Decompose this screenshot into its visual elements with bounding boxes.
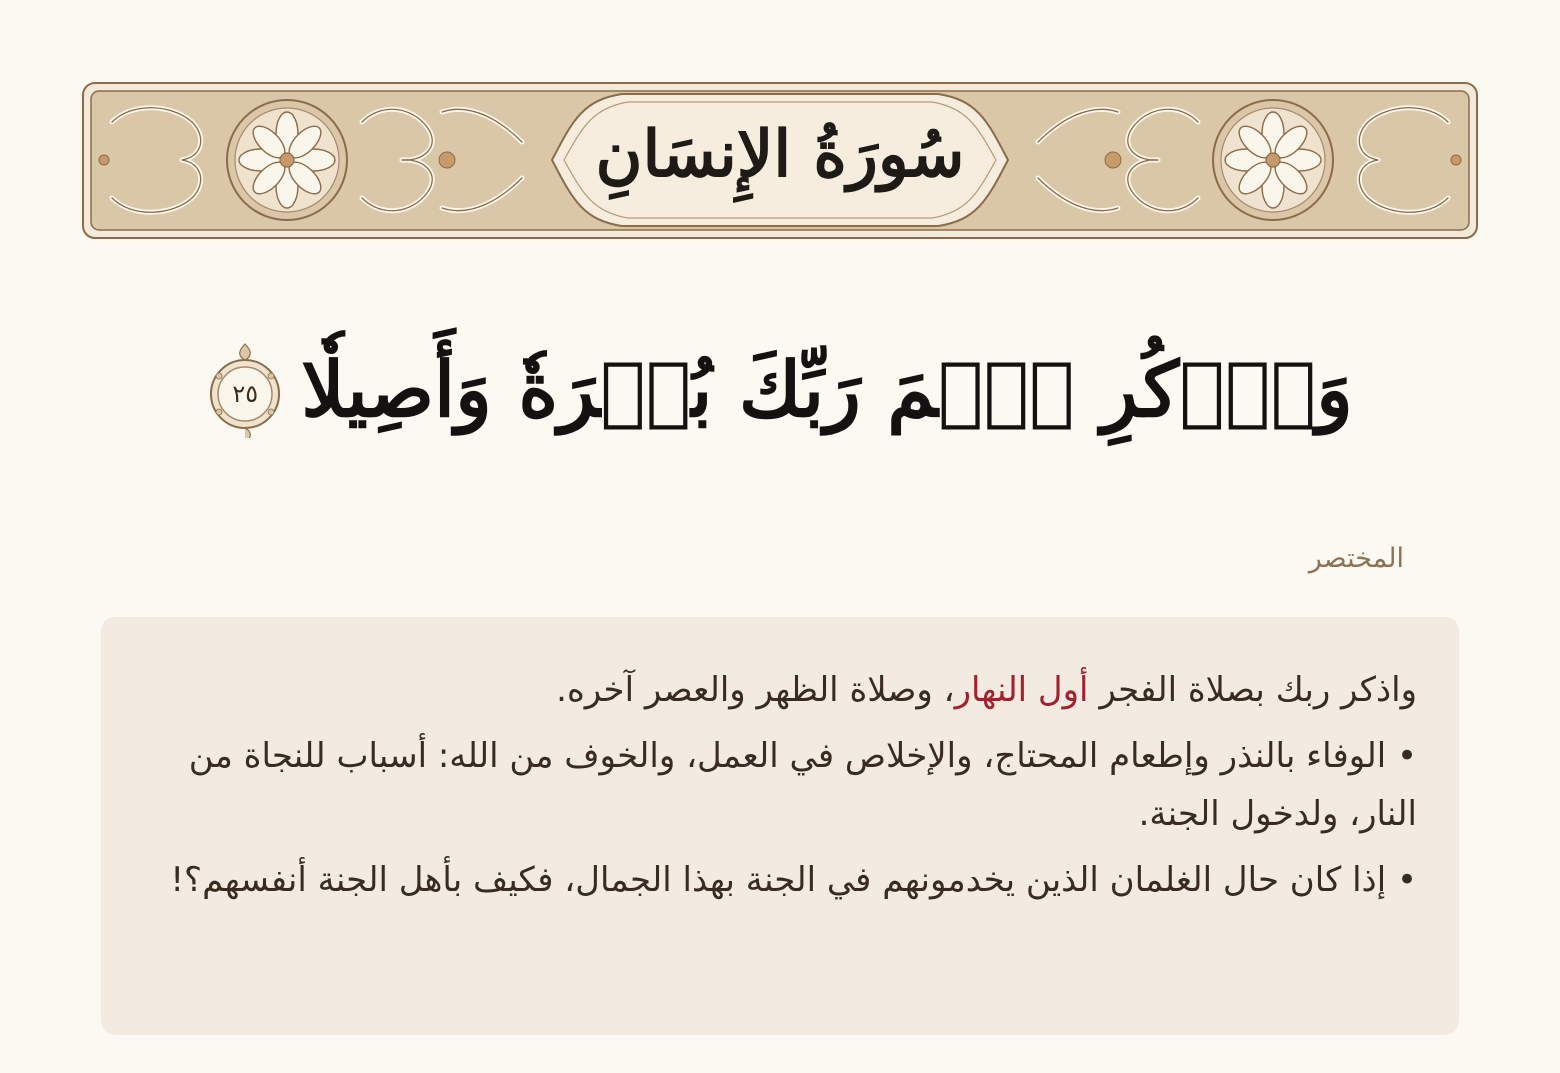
surah-title: سُورَةُ الإِنسَانِ: [595, 117, 965, 192]
tafsir-bullet-1: • الوفاء بالنذر وإطعام المحتاج، والإخلاص في العمل، والخوف من الله: أسباب للنجاة من النار، ولدخول الجنة.: [188, 736, 1417, 834]
tafsir-highlight: أول النهار: [954, 670, 1089, 710]
tafsir-card: [101, 617, 1459, 1035]
tafsir-bullet-2: • إذا كان حال الغلمان الذين يخدمونهم في الجنة بهذا الجمال، فكيف بأهل الجنة أنفسهم؟!: [170, 860, 1417, 900]
surah-header-banner: [82, 82, 1478, 239]
verse-text[interactable]: وَٱذۡكُرِ ٱسۡمَ رَبِّكَ بُكۡرَةٗ وَأَصِيلٗا: [301, 345, 1353, 434]
ayah-number: ٢٥: [232, 380, 259, 408]
tafsir-text: واذكر ربك بصلاة الفجر: [1088, 670, 1417, 710]
verse-row: [0, 320, 1560, 460]
tafsir-text: ، وصلاة الظهر والعصر آخره.: [556, 670, 955, 710]
tafsir-source-label[interactable]: المختصر: [1308, 543, 1404, 574]
ayah-number-marker: [207, 342, 283, 438]
tafsir-paragraph: [143, 661, 1417, 719]
